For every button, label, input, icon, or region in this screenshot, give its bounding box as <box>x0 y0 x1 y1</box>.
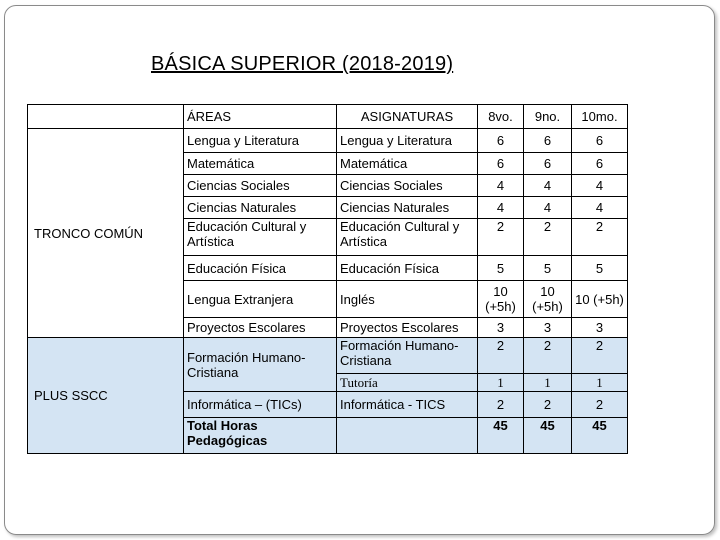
area-cell: Educación Física <box>184 256 337 281</box>
group-plus-sscc: PLUS SSCC <box>28 338 184 454</box>
subject-cell: Ciencias Naturales <box>337 197 478 219</box>
area-cell: Informática – (TICs) <box>184 392 337 418</box>
hours-10mo: 10 (+5h) <box>572 281 628 318</box>
header-10mo: 10mo. <box>572 105 628 129</box>
subject-cell: Matemática <box>337 153 478 175</box>
hours-9no: 1 <box>524 374 572 392</box>
hours-8vo: 2 <box>478 338 524 374</box>
total-subject-blank <box>337 418 478 454</box>
subject-cell: Lengua y Literatura <box>337 129 478 153</box>
hours-10mo: 6 <box>572 153 628 175</box>
total-9no: 45 <box>524 418 572 454</box>
hours-8vo: 4 <box>478 197 524 219</box>
hours-8vo: 2 <box>478 219 524 256</box>
hours-table <box>27 104 628 454</box>
subject-cell: Informática - TICS <box>337 392 478 418</box>
header-8vo: 8vo. <box>478 105 524 129</box>
hours-9no: 5 <box>524 256 572 281</box>
total-10mo: 45 <box>572 418 628 454</box>
header-9no: 9no. <box>524 105 572 129</box>
subject-cell: Educación Física <box>337 256 478 281</box>
hours-10mo: 4 <box>572 197 628 219</box>
hours-10mo: 3 <box>572 318 628 338</box>
blank-header-cell <box>28 105 184 129</box>
table-row <box>28 129 628 153</box>
hours-8vo: 10 (+5h) <box>478 281 524 318</box>
group-tronco-comun: TRONCO COMÚN <box>28 129 184 338</box>
table-row <box>28 338 628 374</box>
page-title: BÁSICA SUPERIOR (2018-2019) <box>151 53 454 75</box>
area-cell: Lengua y Literatura <box>184 129 337 153</box>
hours-8vo: 3 <box>478 318 524 338</box>
subject-cell: Inglés <box>337 281 478 318</box>
subject-cell: Educación Cultural y Artística <box>337 219 478 256</box>
area-cell: Formación Humano-Cristiana <box>184 338 337 392</box>
table-header-row <box>28 105 628 129</box>
hours-9no: 3 <box>524 318 572 338</box>
hours-9no: 10 (+5h) <box>524 281 572 318</box>
hours-10mo: 4 <box>572 175 628 197</box>
hours-10mo: 2 <box>572 338 628 374</box>
area-cell: Proyectos Escolares <box>184 318 337 338</box>
hours-9no: 2 <box>524 392 572 418</box>
subject-cell: Formación Humano-Cristiana <box>337 338 478 374</box>
area-cell: Lengua Extranjera <box>184 281 337 318</box>
hours-10mo: 1 <box>572 374 628 392</box>
subject-cell: Ciencias Sociales <box>337 175 478 197</box>
hours-10mo: 6 <box>572 129 628 153</box>
hours-8vo: 5 <box>478 256 524 281</box>
hours-10mo: 5 <box>572 256 628 281</box>
hours-8vo: 6 <box>478 129 524 153</box>
hours-9no: 2 <box>524 219 572 256</box>
hours-8vo: 1 <box>478 374 524 392</box>
hours-8vo: 4 <box>478 175 524 197</box>
subject-cell: Proyectos Escolares <box>337 318 478 338</box>
hours-8vo: 2 <box>478 392 524 418</box>
area-cell: Educación Cultural y Artística <box>184 219 337 256</box>
area-cell: Ciencias Naturales <box>184 197 337 219</box>
area-cell: Ciencias Sociales <box>184 175 337 197</box>
total-8vo: 45 <box>478 418 524 454</box>
header-asignaturas: ASIGNATURAS <box>337 105 478 129</box>
total-label: Total Horas Pedagógicas <box>184 418 337 454</box>
hours-8vo: 6 <box>478 153 524 175</box>
header-areas: ÁREAS <box>184 105 337 129</box>
hours-10mo: 2 <box>572 392 628 418</box>
hours-10mo: 2 <box>572 219 628 256</box>
subject-cell: Tutoría <box>337 374 478 392</box>
hours-9no: 6 <box>524 129 572 153</box>
hours-9no: 4 <box>524 175 572 197</box>
hours-9no: 2 <box>524 338 572 374</box>
hours-9no: 6 <box>524 153 572 175</box>
area-cell: Matemática <box>184 153 337 175</box>
hours-9no: 4 <box>524 197 572 219</box>
